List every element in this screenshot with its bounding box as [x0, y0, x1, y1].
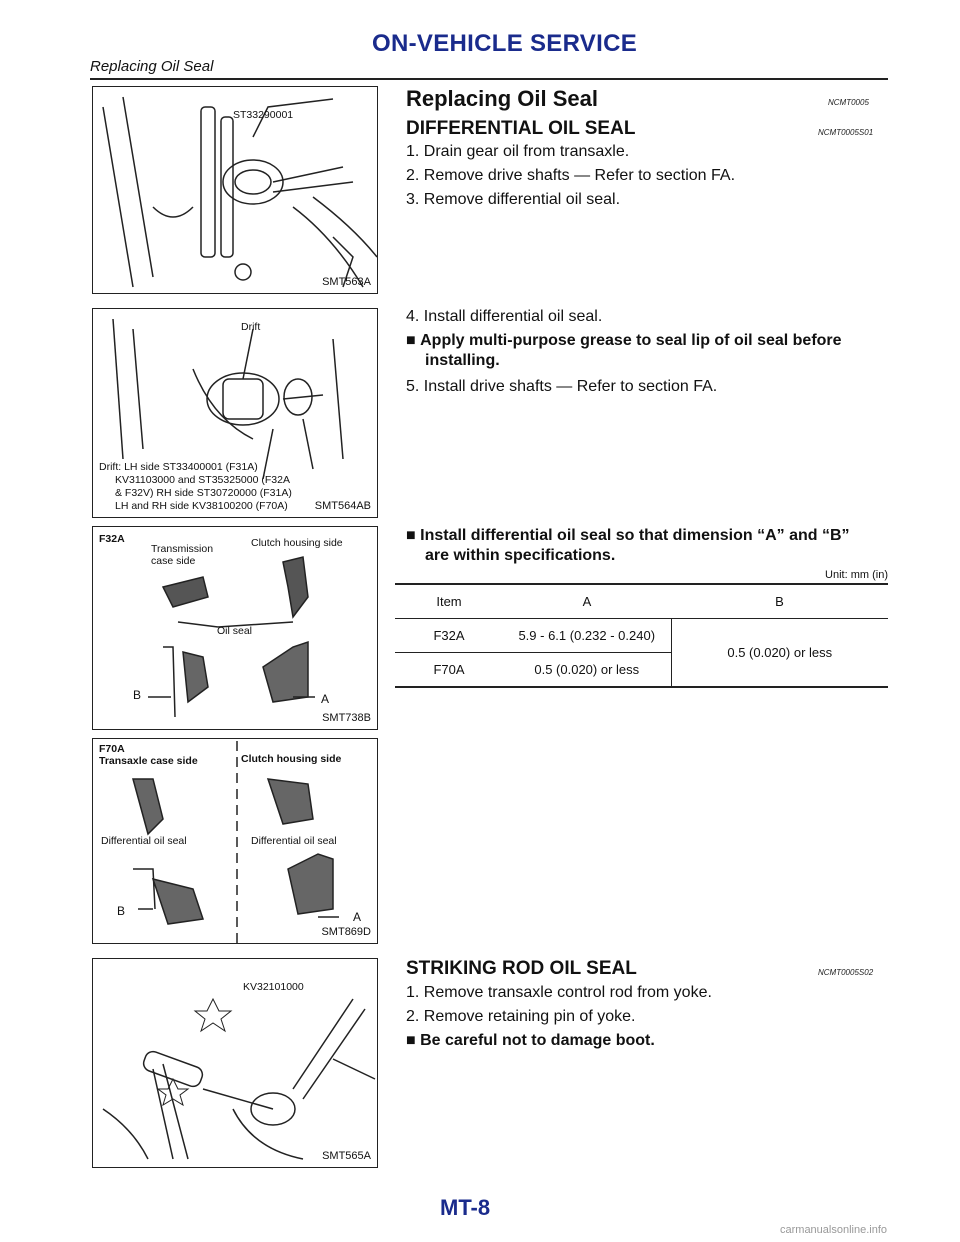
table-header-item: Item — [395, 584, 503, 619]
table-cell-item: F70A — [395, 653, 503, 688]
diff-step-2: 2. Remove drive shafts — Refer to section FA. — [406, 167, 736, 184]
strike-step-2: 2. Remove retaining pin of yoke. — [406, 1008, 636, 1025]
table-row — [395, 619, 888, 653]
fig4-model: F70A — [99, 743, 125, 755]
table-header-b: B — [671, 584, 888, 619]
bullet-icon: ■ — [406, 527, 416, 544]
page-header-subtitle: Replacing Oil Seal — [90, 58, 214, 75]
page-header-title: ON-VEHICLE SERVICE — [372, 30, 638, 57]
table-cell-a: 5.9 - 6.1 (0.232 - 0.240) — [503, 619, 671, 653]
diff-step-1: 1. Drain gear oil from transaxle. — [406, 143, 630, 160]
fig3-code: SMT738B — [322, 712, 371, 724]
diff-note-2-cont: are within specifications. — [425, 547, 616, 564]
table-cell-b-merged: 0.5 (0.020) or less — [671, 619, 888, 688]
figure-smt563a — [92, 86, 378, 294]
fig3-a-label: A — [321, 692, 330, 706]
fig5-tool-label: KV32101000 — [243, 981, 304, 993]
fig2-caption-1: Drift: LH side ST33400001 (F31A) — [99, 461, 258, 473]
fig3-seal-label: Oil seal — [217, 625, 253, 637]
diff-note-1: ■ Apply multi-purpose grease to seal lip of oil seal before — [406, 332, 842, 349]
fig2-drift-label: Drift — [241, 321, 261, 333]
section-title: Replacing Oil Seal — [406, 86, 598, 111]
fig5-code: SMT565A — [322, 1150, 371, 1162]
strike-step-1: 1. Remove transaxle control rod from yoke. — [406, 984, 712, 1001]
table-unit: Unit: mm (in) — [825, 569, 888, 581]
page-number: MT-8 — [440, 1195, 491, 1220]
fig4-right-label: Clutch housing side — [241, 753, 342, 765]
diff-note-1-cont: installing. — [425, 352, 500, 369]
differential-heading: DIFFERENTIAL OIL SEAL — [406, 118, 636, 139]
striking-code: NCMT0005S02 — [818, 968, 874, 977]
header-rule — [90, 78, 888, 80]
spec-table — [395, 583, 888, 688]
fig1-code: SMT563A — [322, 276, 371, 288]
table-header-a: A — [503, 584, 671, 619]
fig4-code: SMT869D — [321, 926, 371, 938]
fig4-a-label: A — [353, 910, 362, 924]
fig2-code: SMT564AB — [314, 500, 371, 512]
bullet-icon: ■ — [406, 1032, 416, 1049]
striking-heading: STRIKING ROD OIL SEAL — [406, 958, 637, 979]
fig4-b-label: B — [117, 904, 126, 918]
diff-step-3: 3. Remove differential oil seal. — [406, 191, 621, 208]
fig2-caption-3: & F32V) RH side ST30720000 (F31A) — [115, 487, 292, 499]
figure-smt869d — [92, 738, 378, 944]
diff-step-4: 4. Install differential oil seal. — [406, 308, 603, 325]
fig3-b-label: B — [133, 688, 142, 702]
fig4-seal-right-label: Differential oil seal — [251, 835, 337, 847]
bullet-icon: ■ — [406, 332, 416, 349]
strike-note: ■ Be careful not to damage boot. — [406, 1032, 655, 1049]
figure-smt564ab — [92, 308, 378, 518]
fig3-model: F32A — [99, 533, 125, 545]
table-header-row — [395, 584, 888, 619]
section-code: NCMT0005 — [828, 98, 869, 107]
table-cell-item: F32A — [395, 619, 503, 653]
diff-step-5: 5. Install drive shafts — Refer to section FA. — [406, 378, 718, 395]
fig4-seal-left-label: Differential oil seal — [101, 835, 187, 847]
table-cell-a: 0.5 (0.020) or less — [503, 653, 671, 688]
figure-smt565a — [92, 958, 378, 1168]
fig2-caption-4: LH and RH side KV38100200 (F70A) — [115, 500, 288, 512]
fig1-tool-label: ST33290001 — [233, 109, 294, 121]
watermark: carmanualsonline.info — [780, 1224, 888, 1236]
differential-code: NCMT0005S01 — [818, 128, 874, 137]
fig3-left-label-2: case side — [151, 555, 196, 567]
fig4-left-label: Transaxle case side — [99, 755, 198, 767]
fig3-right-label: Clutch housing side — [251, 537, 343, 549]
fig2-caption-2: KV31103000 and ST35325000 (F32A — [115, 474, 290, 486]
fig3-left-label-1: Transmission — [151, 543, 214, 555]
diff-note-2: ■ Install differential oil seal so that dimension “A” and “B” — [406, 527, 850, 544]
figure-smt565a-illustration — [93, 959, 378, 1168]
figure-smt738b — [92, 526, 378, 730]
